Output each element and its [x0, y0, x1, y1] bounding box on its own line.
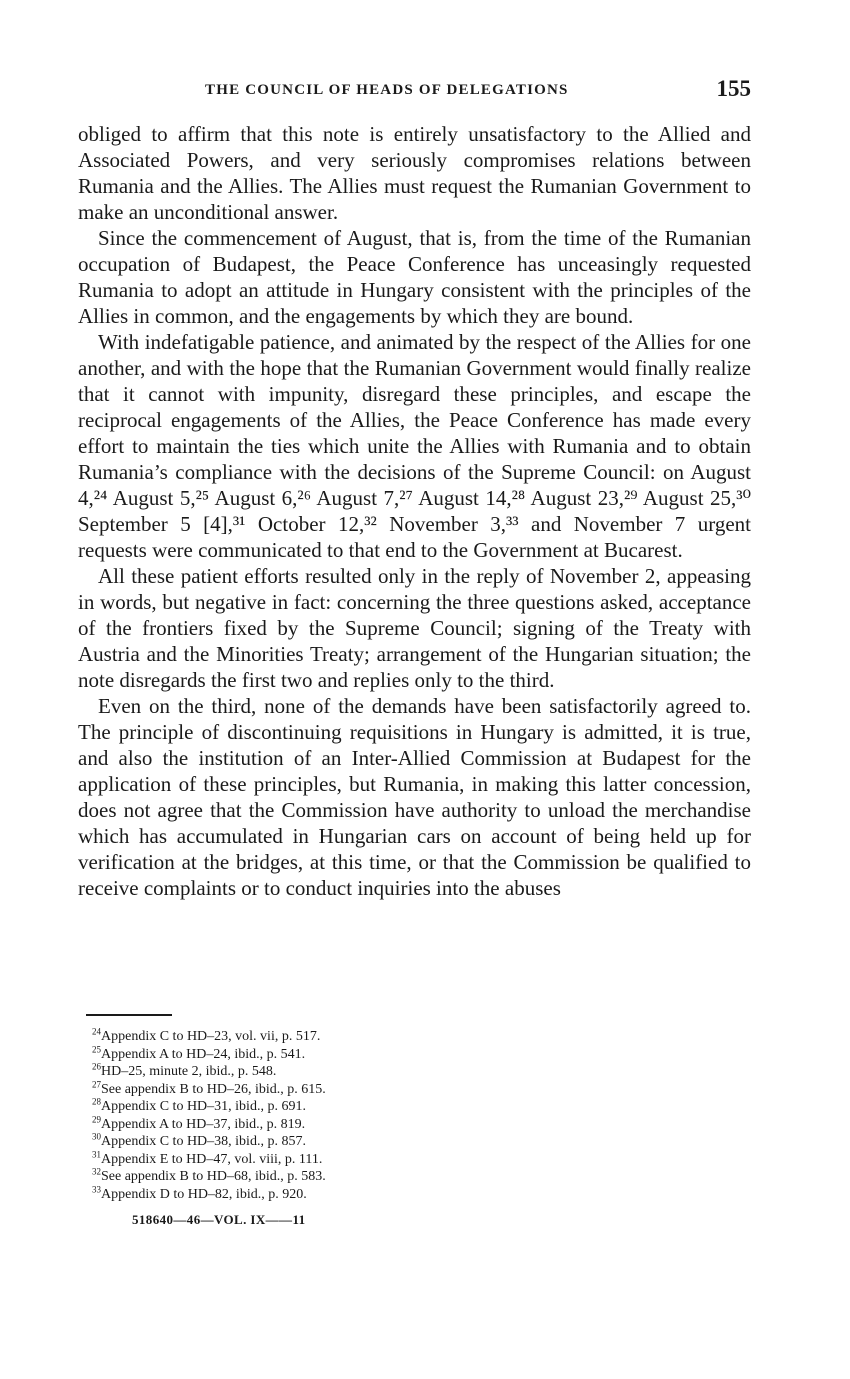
- footnote-mark: 30: [92, 1131, 101, 1142]
- footnote: [92, 1063, 732, 1081]
- footnote: [92, 1028, 732, 1046]
- paragraph: Since the commencement of August, that is, from the time of the Rumanian occupation of Budapest, the Peace Conference has unceasingly requested Rumania to adopt an attitude in Hungary consistent with the principles of the Allies in common, and the engagements by which they are bound.: [78, 226, 751, 328]
- footnote-mark: 32: [92, 1166, 101, 1177]
- footnote-text: See appendix B to HD–26, ibid., p. 615.: [101, 1081, 326, 1097]
- running-head: [78, 76, 751, 106]
- footnote-mark: 28: [92, 1096, 101, 1107]
- footnote-text: Appendix E to HD–47, vol. viii, p. 111.: [101, 1151, 323, 1167]
- footnote: [92, 1148, 732, 1169]
- footnote-mark: 33: [92, 1183, 101, 1194]
- footnote: [92, 1183, 732, 1204]
- footnote-mark: 26: [92, 1061, 101, 1072]
- footnote: [92, 1113, 732, 1134]
- footnote-text: Appendix A to HD–37, ibid., p. 819.: [101, 1116, 306, 1132]
- footnote-mark: 24: [92, 1026, 101, 1037]
- footnote: [92, 1168, 732, 1186]
- footnotes-list: [92, 1028, 732, 1203]
- paragraph: Even on the third, none of the demands have been satisfactorily agreed to. The principle of discontinuing requisitions in Hungary is admitted, it is true, and also the institution of an Inter-Allied Commission at Budapest for the application of these principles, but Rumania, in making this latter concession, does not agree that the Commission have authority to unload the merchandise which has accumulated in Hungarian cars on account of being held up for verification at the bridges, at this time, or that the Commission be qualified to receive complaints or to conduct inquiries into the abuses: [78, 694, 751, 900]
- footnote-mark: 25: [92, 1043, 101, 1054]
- body-text: [78, 121, 751, 901]
- printer-imprint: 518640—46—VOL. IX——11: [132, 1212, 306, 1227]
- footnote-text: Appendix A to HD–24, ibid., p. 541.: [101, 1046, 306, 1062]
- footnote: [92, 1133, 732, 1151]
- paragraph: With indefatigable patience, and animated by the respect of the Allies for one another, and with the hope that the Rumanian Government would finally realize that it cannot with impunity, disregard these principles, and escape the reciprocal engagements of the Allies, the Peace Conference has made every effort to maintain the ties which unite the Allies with Rumania and to obtain Rumania’s compliance with the decisions of the Supreme Council: on August 4,²⁴ August 5,²⁵ August 6,²⁶ August 7,²⁷ August 14,²⁸ August 23,²⁹ August 25,³⁰ September 5 [4],³¹ October 12,³² November 3,³³ and November 7 urgent requests were communicated to that end to the Government at Bucarest.: [78, 330, 751, 562]
- page-number: 155: [716, 76, 751, 101]
- footnote-text: Appendix D to HD–82, ibid., p. 920.: [101, 1186, 307, 1202]
- footnote: [92, 1043, 732, 1064]
- footnote-text: See appendix B to HD–68, ibid., p. 583.: [101, 1169, 326, 1184]
- footnote: [92, 1078, 732, 1099]
- footnote: [92, 1098, 732, 1116]
- footnote-mark: 29: [92, 1113, 101, 1124]
- footnote-text: HD–25, minute 2, ibid., p. 548.: [101, 1064, 277, 1079]
- document-page: [78, 0, 751, 1379]
- footnote-separator-rule: [86, 1014, 172, 1016]
- paragraph: All these patient efforts resulted only in the reply of November 2, appeasing in words, but negative in fact: concerning the three questions asked, acceptance of the frontiers fixed by the Supreme Council; signing of the Treaty with Austria and the Minorities Treaty; arrangement of the Hungarian situation; the note disregards the first two and replies only to the third.: [78, 564, 751, 692]
- footnote-text: Appendix C to HD–31, ibid., p. 691.: [101, 1099, 306, 1114]
- paragraph-continued: obliged to affirm that this note is entirely unsatisfactory to the Allied and Associated Powers, and very seriously compromises relations between Rumania and the Allies. The Allies must request the Rumanian Government to make an unconditional answer.: [78, 122, 751, 224]
- footnote-text: Appendix C to HD–38, ibid., p. 857.: [101, 1134, 306, 1149]
- running-title: THE COUNCIL OF HEADS OF DELEGATIONS: [205, 82, 569, 98]
- footnote-mark: 27: [92, 1078, 101, 1089]
- footnote-mark: 31: [92, 1148, 101, 1159]
- footnote-text: Appendix C to HD–23, vol. vii, p. 517.: [101, 1029, 321, 1044]
